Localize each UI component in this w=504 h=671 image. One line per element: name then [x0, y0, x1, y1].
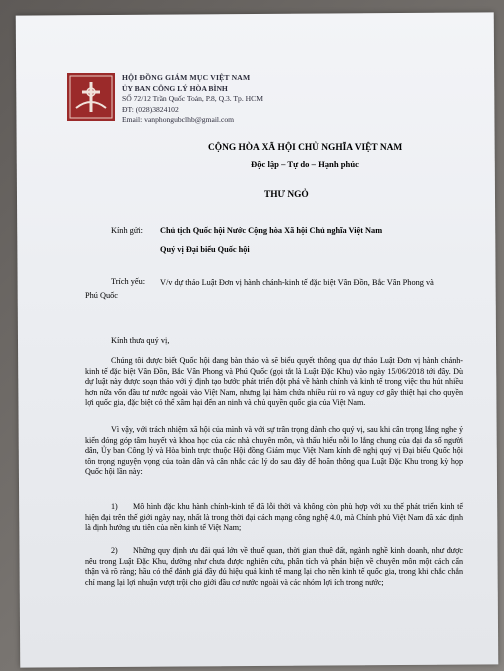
letterhead-phone: ĐT: (028)3824102 — [122, 104, 179, 114]
list-item-text: Những quy định ưu đãi quá lớn về thuế quan, thời gian thuê đất, ngành nghề kinh doanh, như được nêu trong Luật Đặc Khu, dường như chưa được nghiên cứu, phân tích và phản biện về chuyên môn một cách cẩn thận và rõ ràng; hầu có thể đánh giá đầy đủ hiệu quả kinh tế mang lại cho nền kinh tế quốc gia, trong khi chắc chắn chỉ mang lại lợi nhuận vượt trội cho giới đầu cơ nước ngoài và các nhóm lợi ích trong nước; — [85, 546, 463, 587]
subject-label: Trích yếu: — [111, 277, 146, 286]
paragraph-2: Vì vậy, với trách nhiệm xã hội của mình và với sự trân trọng dành cho quý vị, sau khi cân trọng lắng nghe ý kiến đóng góp tâm huyết và khoa học của các nhà chuyên môn, và thấu hiểu nỗi lo lắng chung của đại đa số người dân, Ủy ban Công lý và Hòa bình trực thuộc Hội đồng Giám mục Việt Nam kính đề nghị quý vị Đại biểu Quốc hội tôn trọng nguyện vọng của toàn dân và cân nhắc các lý do sau đây để hoãn thông qua Luật Đặc Khu trong kỳ họp Quốc hội lần này: — [85, 425, 463, 477]
letterhead — [122, 73, 263, 126]
paragraph-1: Chúng tôi được biết Quốc hội đang bàn thảo và sẽ biểu quyết thông qua dự thảo Luật Đơn vị hành chánh-kinh tế đặc biệt Vân Đồn, Bắc Vân Phong và Phú Quốc (gọi tắt là Luật Đặc Khu) vào ngày 15/06/2018 tới đây. Dù dự luật này được soạn thảo với ý định tạo bước phát triển đột phá về hành chính và kinh tế trong việc thu hút nhiều hơn nữa vốn đầu tư nước ngoài vào Việt Nam, nhưng lại hàm chứa nhiều rủi ro và nguy cơ gây thiệt hại cho quyền lợi quốc gia, đặc biệt có thể xâm hại đến an ninh và chủ quyền quốc gia của Việt Nam. — [85, 356, 463, 408]
letterhead-email: Email: vanphongubclhb@gmail.com — [122, 115, 235, 125]
subject-line-1: V/v dự thảo Luật Đơn vị hành chánh-kinh tế đặc biệt Vân Đồn, Bắc Vân Phong và — [160, 278, 434, 287]
commission-emblem-icon — [66, 72, 116, 122]
letterhead-org-1: HỘI ĐỒNG GIÁM MỤC VIỆT NAM — [122, 73, 251, 82]
national-motto-line-2: Độc lập – Tự do – Hạnh phúc — [251, 159, 359, 169]
list-item-1 — [85, 502, 463, 534]
letterhead-address: SỐ 72/12 Trần Quốc Toản, P.8, Q.3. Tp. HCM — [122, 94, 263, 104]
national-motto-line-1: CỘNG HÒA XÃ HỘI CHỦ NGHĨA VIỆT NAM — [208, 143, 403, 153]
subject-line-2: Phú Quốc — [85, 291, 118, 300]
document-title: THƯ NGỎ — [264, 190, 309, 200]
recipient-label: Kính gửi: — [111, 226, 143, 235]
list-item-text: Mô hình đặc khu hành chính-kinh tế đã lỗi thời và không còn phù hợp với xu thế phát triển kinh tế hiện đại trên thế giới ngày nay, nhất là trong thời đại cách mạng công nghệ 4.0, mà Chính phủ Việt Nam đã xác định là định hướng ưu tiên của nền kinh tế Việt Nam; — [85, 502, 463, 533]
list-item-number: 1) — [111, 502, 118, 511]
list-item-2 — [85, 546, 463, 588]
letterhead-org-2: ỦY BAN CÔNG LÝ HÒA BÌNH — [122, 83, 228, 93]
greeting: Kính thưa quý vị, — [111, 336, 170, 345]
recipient-line-2: Quý vị Đại biểu Quốc hội — [160, 245, 250, 254]
recipient-line-1: Chủ tịch Quốc hội Nước Cộng hòa Xã hội Chủ nghĩa Việt Nam — [160, 226, 383, 235]
list-item-number: 2) — [111, 546, 118, 555]
